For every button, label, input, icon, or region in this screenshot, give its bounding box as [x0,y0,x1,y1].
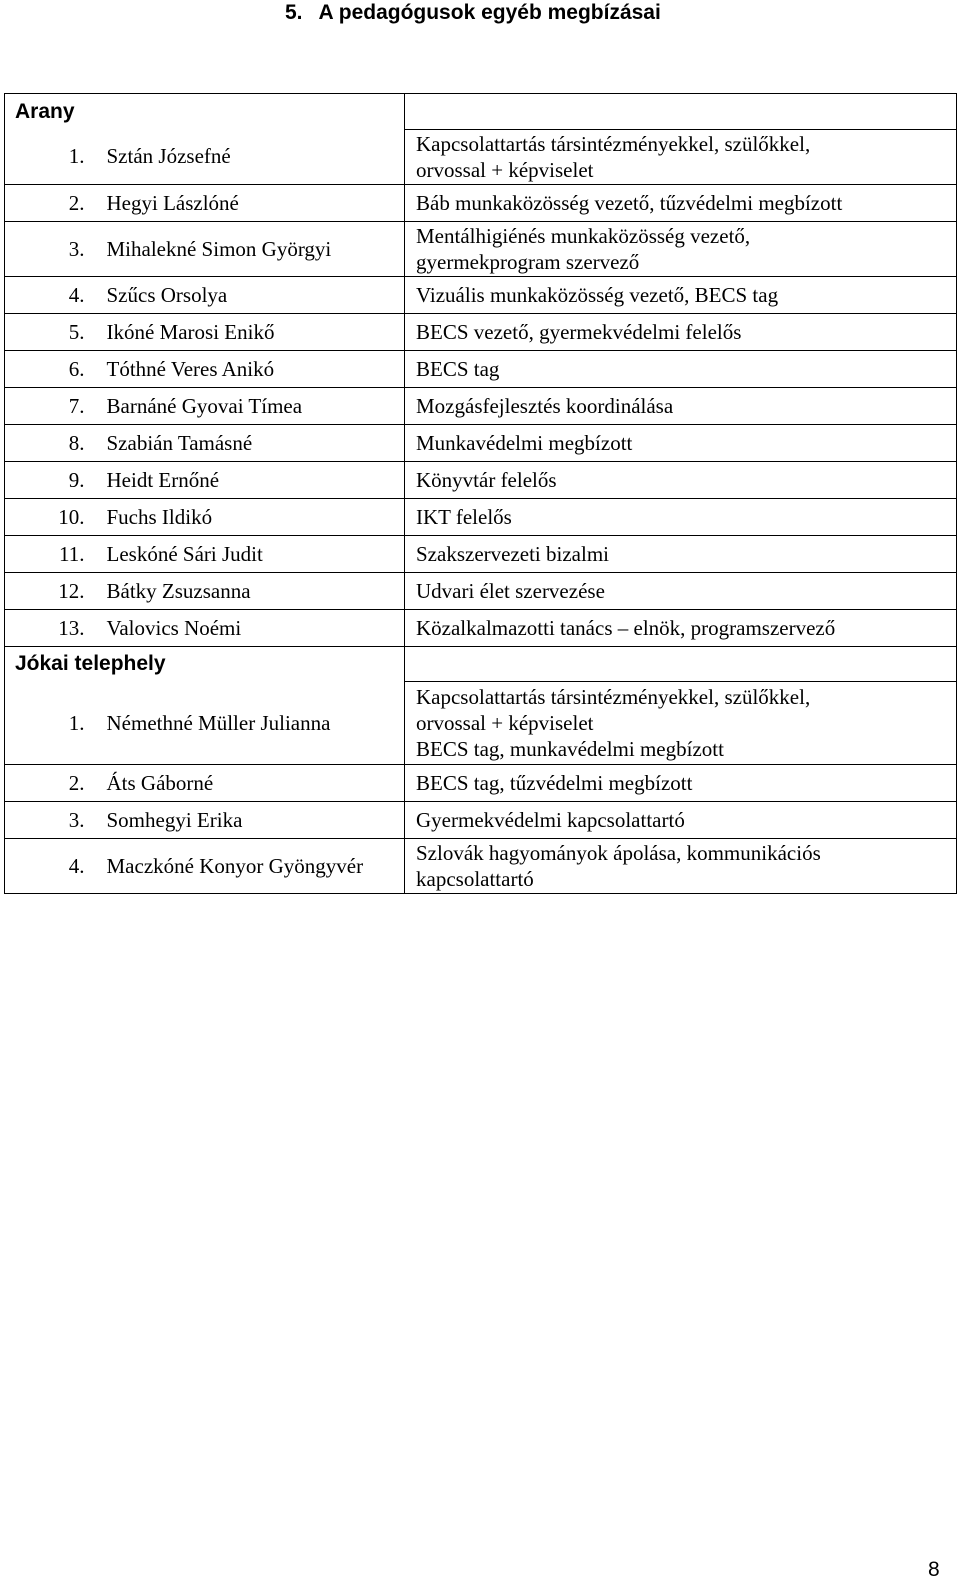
person-name: Leskóné Sári Judit [93,535,405,572]
person-name: Maczkóné Konyor Gyöngyvér [93,839,405,894]
section-header-empty-cell [405,646,957,682]
assignment-cell [405,184,957,221]
assignment-text: Udvari élet szervezése [416,578,605,603]
assignment-text: Kapcsolattartás társintézményekkel, szülőkkel, [416,131,811,156]
table-row [5,350,957,387]
assignment-cell [405,572,957,609]
assignment-text: kapcsolattartó [416,867,534,891]
row-number: 5. [5,313,93,350]
table-row [5,498,957,535]
assignment-cell [405,129,957,184]
assignment-cell [405,765,957,802]
assignment-cell [405,535,957,572]
row-number: 4. [5,839,93,894]
person-name: Szabián Tamásné [93,424,405,461]
assignment-text: Munkavédelmi megbízott [416,430,633,455]
table-row [5,221,957,276]
assignment-cell [405,424,957,461]
section-title: Arany [5,94,405,130]
person-name: Tóthné Veres Anikó [93,350,405,387]
row-number: 13. [5,609,93,646]
assignment-cell [405,387,957,424]
assignment-cell [405,802,957,839]
assignment-text: Szlovák hagyományok ápolása, kommunikációs [416,841,821,865]
table-row [5,461,957,498]
table-row [5,129,957,184]
assignment-text: orvossal + képviselet [416,711,594,735]
assignment-text: Gyermekvédelmi kapcsolattartó [416,808,685,832]
row-number: 8. [5,424,93,461]
section-header-row [5,646,957,682]
table-row [5,184,957,221]
assignment-cell [405,276,957,313]
table-row [5,424,957,461]
assignment-cell [405,839,957,894]
section-header-empty-cell [405,94,957,130]
assignment-cell [405,498,957,535]
row-number: 7. [5,387,93,424]
assignment-cell [405,609,957,646]
row-number: 6. [5,350,93,387]
row-number: 2. [5,184,93,221]
row-number: 10. [5,498,93,535]
person-name: Sztán Józsefné [93,129,405,184]
assignment-text: orvossal + képviselet [416,157,594,182]
assignment-text: Báb munkaközösség vezető, tűzvédelmi megbízott [416,190,843,215]
person-name: Némethné Müller Julianna [93,682,405,765]
person-name: Mihalekné Simon Györgyi [93,221,405,276]
person-name: Somhegyi Erika [93,802,405,839]
assignment-text: Mentálhigiénés munkaközösség vezető, [416,223,751,248]
table-row [5,802,957,839]
heading-title: A pedagógusok egyéb megbízásai [318,1,661,24]
person-name: Áts Gáborné [93,765,405,802]
section-header-row [5,94,957,130]
heading-number: 5. [285,1,303,24]
row-number: 3. [5,221,93,276]
row-number: 1. [5,129,93,184]
table-row [5,313,957,350]
table-row [5,682,957,765]
assignments-table-body [5,94,957,894]
person-name: Valovics Noémi [93,609,405,646]
table-row [5,572,957,609]
assignment-text: Vizuális munkaközösség vezető, BECS tag [416,282,779,307]
table-row [5,535,957,572]
row-number: 2. [5,765,93,802]
row-number: 9. [5,461,93,498]
assignment-text: IKT felelős [416,504,512,529]
person-name: Heidt Ernőné [93,461,405,498]
assignment-text: gyermekprogram szervező [416,249,640,274]
row-number: 11. [5,535,93,572]
assignment-text: BECS tag, tűzvédelmi megbízott [416,771,693,795]
person-name: Fuchs Ildikó [93,498,405,535]
assignment-text: BECS vezető, gyermekvédelmi felelős [416,319,742,344]
table-row [5,765,957,802]
table-row [5,839,957,894]
row-number: 4. [5,276,93,313]
assignment-text: Szakszervezeti bizalmi [416,541,609,566]
assignment-text: Kapcsolattartás társintézményekkel, szülőkkel, [416,685,811,709]
page-number: 8 [928,1558,940,1581]
assignment-text: Mozgásfejlesztés koordinálása [416,393,674,418]
table-row [5,276,957,313]
assignment-cell [405,461,957,498]
row-number: 3. [5,802,93,839]
table-row [5,387,957,424]
assignment-cell [405,313,957,350]
assignment-cell [405,350,957,387]
assignment-text: Könyvtár felelős [416,467,557,492]
person-name: Ikóné Marosi Enikő [93,313,405,350]
person-name: Hegyi Lászlóné [93,184,405,221]
person-name: Barnáné Gyovai Tímea [93,387,405,424]
assignment-text: BECS tag [416,356,500,381]
person-name: Bátky Zsuzsanna [93,572,405,609]
assignment-text: BECS tag, munkavédelmi megbízott [416,737,724,761]
section-heading [285,0,661,26]
row-number: 1. [5,682,93,765]
table-row [5,609,957,646]
section-title: Jókai telephely [5,646,405,682]
person-name: Szűcs Orsolya [93,276,405,313]
assignment-text: Közalkalmazotti tanács – elnök, programszervező [416,615,836,640]
row-number: 12. [5,572,93,609]
assignment-cell [405,221,957,276]
assignments-table [4,93,957,894]
assignment-cell [405,682,957,765]
